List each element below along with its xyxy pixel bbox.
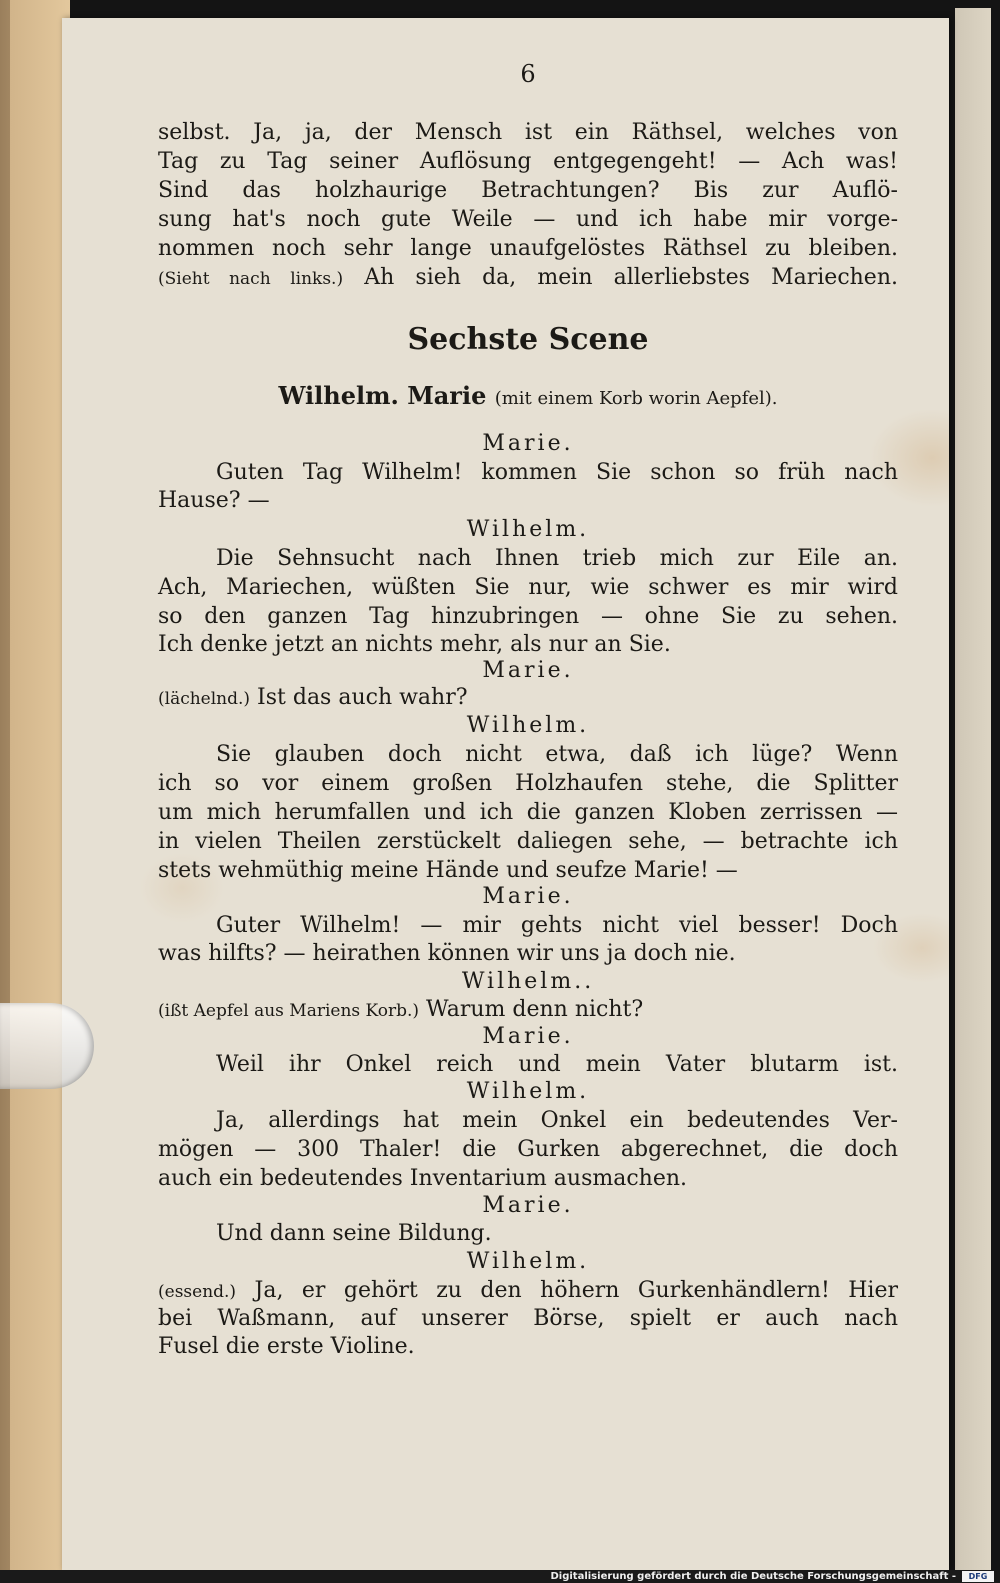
line-text: Warum denn nicht? [419,997,644,1022]
speech-line [158,684,898,713]
speaker-name: Wilhelm. [466,1079,590,1104]
speech-line: auch ein bedeutendes Inventarium ausmachen. [158,1166,688,1191]
speaker-name: Marie. [482,884,574,909]
speech-line: ich so vor einem großen Holzhaufen stehe, die Splitter [158,771,898,796]
cast-line [158,382,898,413]
speech-line: Guten Tag Wilhelm! kommen Sie schon so früh nach [216,460,898,485]
page-number: 6 [520,60,536,88]
speech-line: Guter Wilhelm! — mir gehts nicht viel besser! Doch [216,913,898,938]
cast-names: Wilhelm. Marie [278,381,487,410]
speech-line: Ich denke jetzt an nichts mehr, als nur an Sie. [158,632,671,657]
speech-line: Die Sehnsucht nach Ihnen trieb mich zur Eile an. [216,546,898,571]
stage-direction: (Sieht nach links.) [158,269,344,289]
facing-page-edge [955,8,991,1570]
speech-line: Weil ihr Onkel reich und mein Vater blutarm ist. [216,1052,898,1077]
text-line: Tag zu Tag seiner Auflösung entgegengeht! — Ach was! [158,149,898,174]
speech-line: Sie glauben doch nicht etwa, daß ich lüge? Wenn [216,742,898,767]
speaker-name: Marie. [482,658,574,683]
line-text: Ah sieh da, mein allerliebstes Mariechen. [343,265,898,290]
speech-line: bei Waßmann, auf unserer Börse, spielt er auch nach [158,1306,898,1331]
page-clip [0,1003,94,1089]
speech-line: Ach, Mariechen, wüßten Sie nur, wie schwer es mir wird [158,575,898,600]
speech-line: in vielen Theilen zerstückelt daliegen sehe, — betrachte ich [158,829,898,854]
dfg-logo: DFG [962,1571,994,1582]
text-line [158,264,898,293]
speech-line: Hause? — [158,488,270,513]
speech-line: so den ganzen Tag hinzubringen — ohne Sie zu sehen. [158,604,898,629]
text-line: nommen noch sehr lange unaufgelöstes Räthsel zu bleiben. [158,236,898,261]
speech-line [158,1277,898,1306]
line-text: Ist das auch wahr? [250,685,468,710]
stage-direction: (lächelnd.) [158,689,251,709]
cast-note: (mit einem Korb worin Aepfel). [494,388,778,409]
line-text: Ja, er gehört zu den höhern Gurkenhändlern! Hier [236,1278,898,1303]
page-edge [10,0,70,1570]
stage-direction: (essend.) [158,1282,237,1302]
speaker-name: Marie. [482,431,574,456]
speech-line [158,996,898,1025]
scene-title: Sechste Scene [407,322,649,357]
text-line: sung hat's noch gute Weile — und ich habe mir vorge- [158,207,898,232]
speech-line: stets wehmüthig meine Hände und seufze Marie! — [158,858,738,883]
speech-line: Ja, allerdings hat mein Onkel ein bedeutendes Ver- [216,1108,898,1133]
speaker-name: Wilhelm. [466,517,590,542]
speech-line: mögen — 300 Thaler! die Gurken abgerechnet, die doch [158,1137,898,1162]
speech-line: Und dann seine Bildung. [216,1221,492,1246]
stage-direction: (ißt Aepfel aus Mariens Korb.) [158,1001,420,1021]
text-line: selbst. Ja, ja, der Mensch ist ein Räthsel, welches von [158,120,898,145]
speaker-name: Marie. [482,1193,574,1218]
speech-line: Fusel die erste Violine. [158,1334,415,1359]
funding-credit: Digitalisierung gefördert durch die Deutsche Forschungsgemeinschaft - [550,1571,956,1582]
speaker-name: Wilhelm. [466,713,590,738]
text-line: Sind das holzhaurige Betrachtungen? Bis zur Auflö- [158,178,898,203]
speaker-name: Marie. [482,1024,574,1049]
speech-line: was hilfts? — heirathen können wir uns ja doch nie. [158,941,736,966]
speech-line: um mich herumfallen und ich die ganzen Kloben zerrissen — [158,800,898,825]
book-page [62,18,949,1570]
speaker-name: Wilhelm.. [461,969,595,994]
speaker-name: Wilhelm. [466,1249,590,1274]
